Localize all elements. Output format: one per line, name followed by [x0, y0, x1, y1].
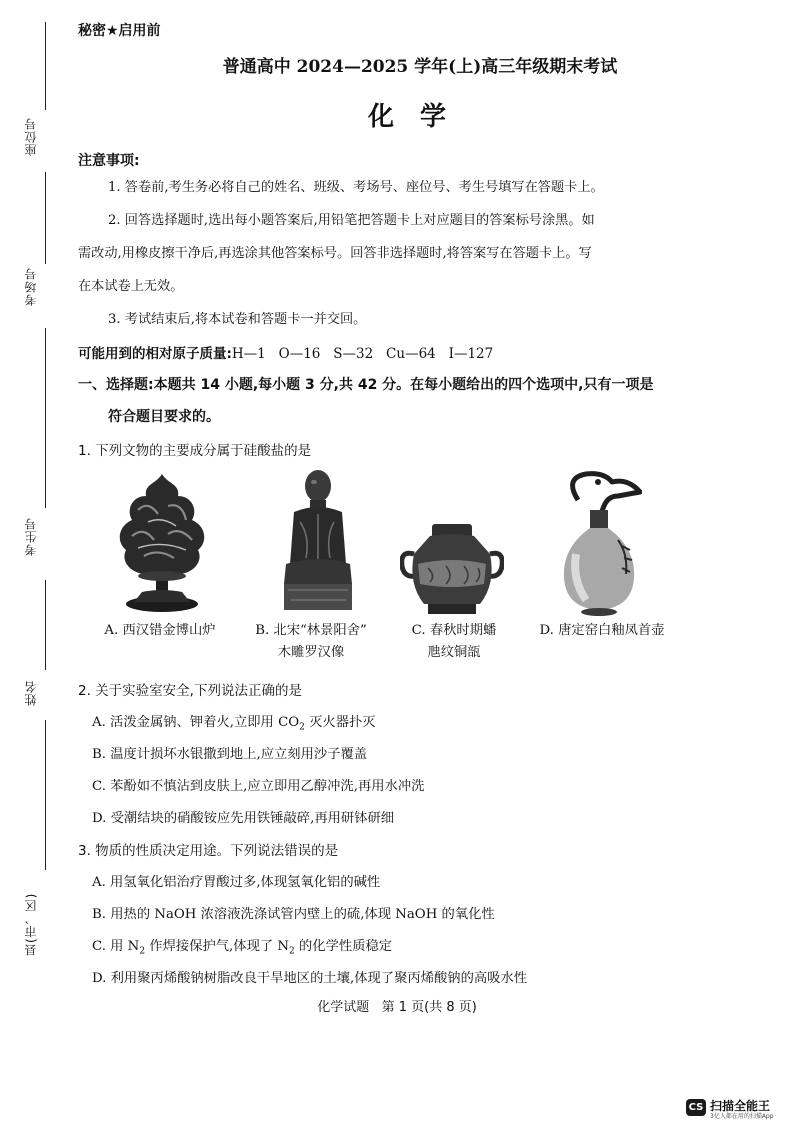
question-3-option-d: D. 利用聚丙烯酸钠树脂改良干旱地区的土壤,体现了聚丙烯酸钠的高吸水性 — [92, 971, 528, 986]
county-label: 县(市、区) — [24, 892, 38, 956]
notice-item-1: 1. 答卷前,考生务必将自己的姓名、班级、考场号、座位号、考生号填写在答题卡上。 — [108, 180, 604, 195]
phoenix-ewer-image — [556, 470, 642, 618]
question-1-stem: 1. 下列文物的主要成分属于硅酸盐的是 — [78, 443, 312, 459]
page-footer: 化学试题 第 1 页(共 8 页) — [317, 1000, 477, 1015]
atomic-masses — [78, 342, 493, 362]
room-label: 考场号 — [24, 267, 38, 306]
question-1-option-b: B. 北宋“林景阳舍” 木雕罗汉像 — [255, 623, 367, 660]
binding-line — [45, 580, 46, 670]
question-3-option-b: B. 用热的 NaOH 浓溶液洗涤试管内壁上的硫,体现 NaOH 的氧化性 — [92, 907, 495, 922]
scanner-brand-slogan: 3亿人都在用的扫描App — [710, 1113, 774, 1120]
question-1-option-c: C. 春秋时期蟠 虺纹铜瓿 — [411, 623, 497, 660]
subject-title: 化学 — [367, 102, 472, 132]
atomic-masses-values: H—1 O—16 S—32 Cu—64 I—127 — [231, 346, 494, 362]
wooden-arhat-image — [280, 466, 356, 616]
notice-item-3: 3. 考试结束后,将本试卷和答题卡一并交回。 — [108, 312, 367, 327]
question-2-option-c: C. 苯酚如不慎沾到皮肤上,应立即用乙醇冲洗,再用水冲洗 — [92, 779, 425, 794]
notice-item-2-line-2: 需改动,用橡皮擦干净后,再选涂其他答案标号。回答非选择题时,将答案写在答题卡上。写 — [78, 246, 592, 261]
scanner-brand-name: 扫描全能王 — [710, 1099, 771, 1113]
question-2-stem: 2. 关于实验室安全,下列说法正确的是 — [78, 683, 302, 699]
confidential-mark: 秘密★启用前 — [78, 23, 161, 39]
question-3-option-a: A. 用氢氧化铝治疗胃酸过多,体现氢氧化铝的碱性 — [92, 875, 381, 890]
camscanner-icon: CS — [686, 1099, 706, 1116]
question-2-option-a: A. 活泼金属钠、钾着火,立即用 $CO_2$ 灭火器扑灭 — [92, 715, 376, 733]
question-3-option-c: C. 用 $N_2$ 作焊接保护气,体现了 $N_2$ 的化学性质稳定 — [92, 939, 393, 957]
notice-heading: 注意事项: — [78, 153, 140, 169]
section-1-line-2: 符合题目要求的。 — [108, 409, 220, 425]
notice-item-2-line-3: 在本试卷上无效。 — [78, 279, 184, 294]
question-2-option-b: B. 温度计损坏水银撒到地上,应立刻用沙子覆盖 — [92, 747, 368, 762]
binding-line — [45, 22, 46, 110]
atomic-masses-label: 可能用到的相对原子质量: — [78, 346, 232, 362]
name-label: 姓名 — [24, 680, 38, 706]
student-id-label: 考生号 — [24, 517, 38, 556]
binding-line — [45, 172, 46, 264]
seat-label: 座位号 — [24, 117, 38, 156]
bronze-censer-image — [108, 470, 216, 615]
notice-item-2-line-1: 2. 回答选择题时,选出每小题答案后,用铅笔把答题卡上对应题目的答案标号涂黑。如 — [108, 213, 595, 228]
question-2-option-d: D. 受潮结块的硝酸铵应先用铁锤敲碎,再用研钵研细 — [92, 811, 395, 826]
binding-line — [45, 720, 46, 870]
bronze-bu-vessel-image — [400, 520, 504, 618]
question-1-option-a: A. 西汉错金博山炉 — [104, 623, 216, 638]
binding-line — [45, 328, 46, 508]
exam-title: 普通高中 2024—2025 学年(上)高三年级期末考试 — [222, 57, 618, 77]
scanner-badge — [686, 1099, 774, 1121]
question-3-stem: 3. 物质的性质决定用途。下列说法错误的是 — [78, 843, 339, 859]
section-1-line-1: 一、选择题:本题共 14 小题,每小题 3 分,共 42 分。在每小题给出的四个选项中,只有一项是 — [78, 377, 654, 393]
question-1-option-d: D. 唐定窑白釉凤首壶 — [539, 623, 665, 638]
